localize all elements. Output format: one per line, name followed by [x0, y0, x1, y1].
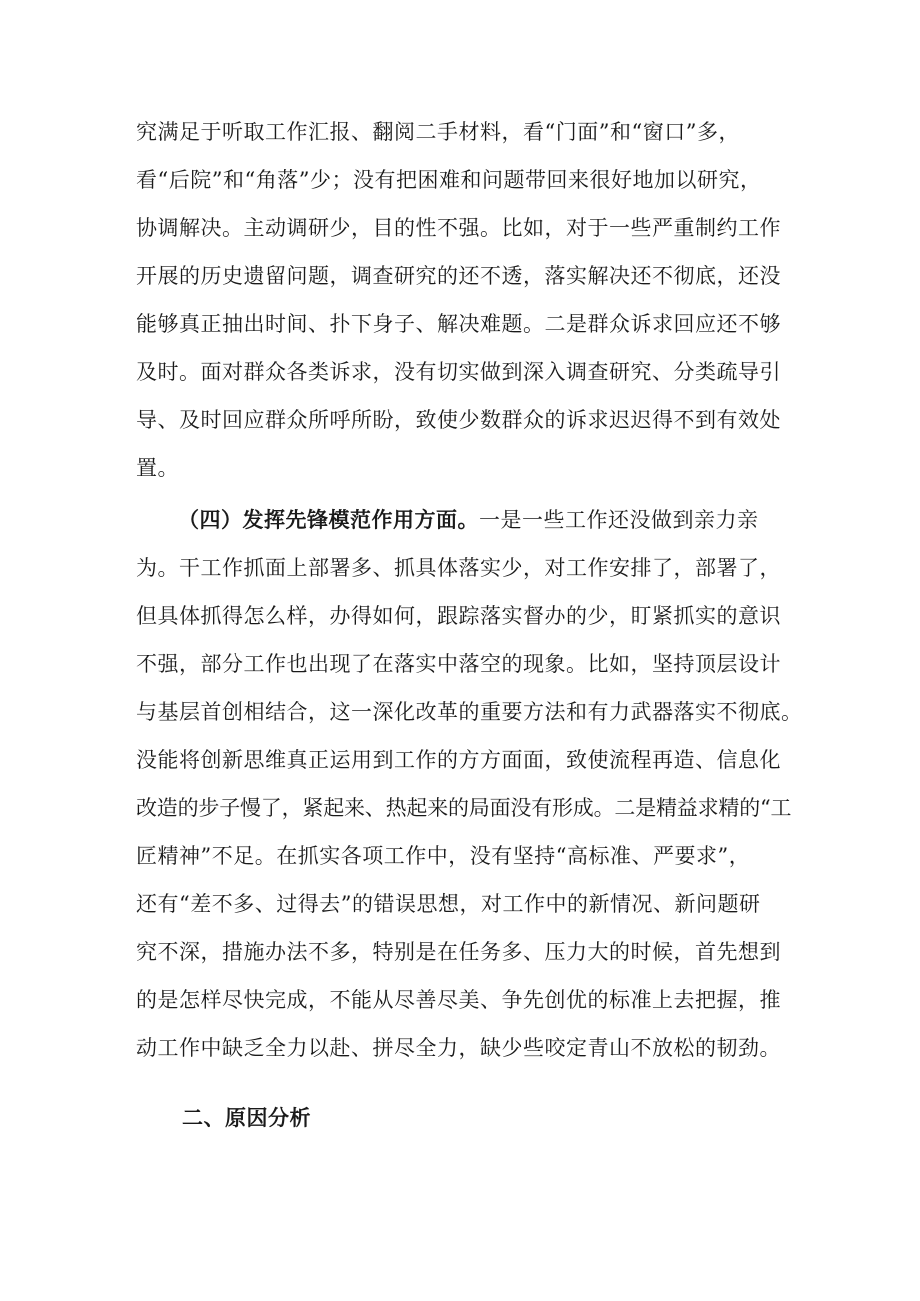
- paragraph-first-line: [178, 506, 759, 534]
- text-line: 与基层首创相结合，这一深化改革的重要方法和有力武器落实不彻底。: [136, 700, 803, 724]
- text-line: 但具体抓得怎么样，办得如何，跟踪落实督办的少，盯紧抓实的意识: [136, 604, 781, 628]
- subsection-heading: （四）发挥先锋模范作用方面。: [178, 507, 479, 532]
- text-line: 开展的历史遗留问题，调查研究的还不透，落实解决还不彻底，还没: [136, 264, 781, 288]
- text-line: 不强，部分工作也出现了在落实中落空的现象。比如，坚持顶层设计: [136, 652, 781, 676]
- text-line: 没能将创新思维真正运用到工作的方方面面，致使流程再造、信息化: [136, 748, 781, 772]
- text-line: 究不深，措施办法不多，特别是在任务多、压力大的时候，首先想到: [136, 940, 781, 964]
- text-line: 看“后院”和“角落”少；没有把困难和问题带回来很好地加以研究，: [136, 168, 762, 192]
- section-heading: 二、原因分析: [182, 1105, 311, 1130]
- text-line: 为。干工作抓面上部署多、抓具体落实少，对工作安排了，部署了，: [136, 556, 781, 580]
- text-line: 能够真正抽出时间、扑下身子、解决难题。二是群众诉求回应还不够: [136, 312, 781, 336]
- text-line: 的是怎样尽快完成，不能从尽善尽美、争先创优的标准上去把握，推: [136, 988, 781, 1012]
- text-line: 改造的步子慢了，紧起来、热起来的局面没有形成。二是精益求精的“工: [136, 796, 792, 820]
- text-line: 置。: [136, 456, 179, 480]
- text-line: 及时。面对群众各类诉求，没有切实做到深入调查研究、分类疏导引: [136, 360, 781, 384]
- text-line: 究满足于听取工作汇报、翻阅二手材料，看“门面”和“窗口”多，: [136, 120, 740, 144]
- text-line: 匠精神”不足。在抓实各项工作中，没有坚持“高标准、严要求”，: [136, 844, 751, 868]
- text-line: 动工作中缺乏全力以赴、拼尽全力，缺少些咬定青山不放松的韧劲。: [136, 1036, 781, 1060]
- text-line: 还有“差不多、过得去”的错误思想，对工作中的新情况、新问题研: [136, 892, 761, 916]
- text-line: 导、及时回应群众所呼所盼，致使少数群众的诉求迟迟得不到有效处: [136, 408, 781, 432]
- text-line: 协调解决。主动调研少，目的性不强。比如，对于一些严重制约工作: [136, 216, 781, 240]
- text-run: 一是一些工作还没做到亲力亲: [479, 508, 759, 532]
